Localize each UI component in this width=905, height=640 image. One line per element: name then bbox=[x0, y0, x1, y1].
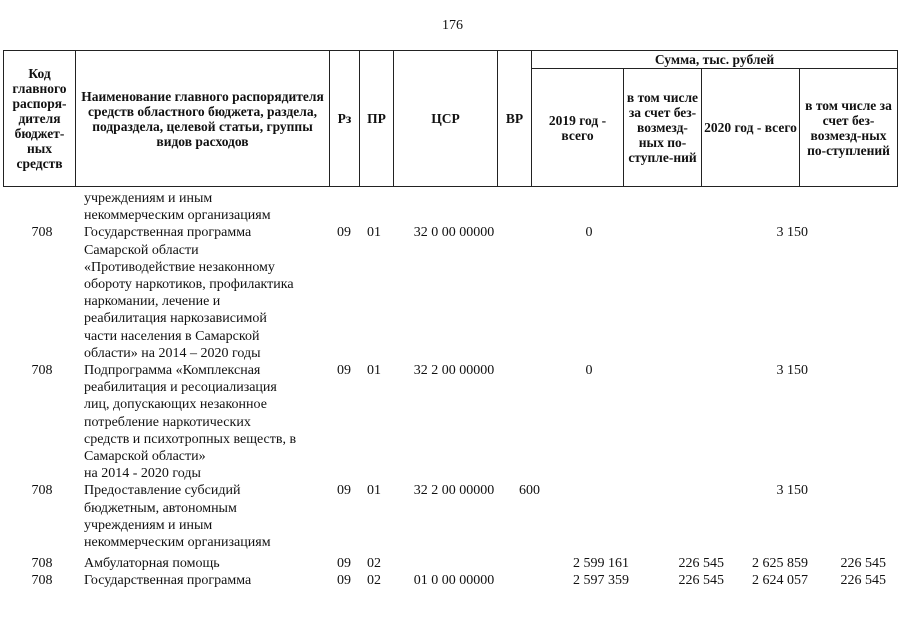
header-rz: Рз bbox=[330, 51, 360, 187]
row-2020-total: 3 150 bbox=[776, 225, 808, 241]
row-code: 708 bbox=[31, 363, 53, 379]
row-2020-total: 2 624 057 bbox=[752, 573, 808, 589]
row-pr: 01 bbox=[367, 363, 381, 379]
row-2020-total: 3 150 bbox=[776, 483, 808, 499]
header-csr: ЦСР bbox=[394, 51, 498, 187]
row-2020-free: 226 545 bbox=[840, 556, 886, 572]
row-name: учреждениям и иным некоммерческим организациям bbox=[84, 191, 271, 224]
row-csr: 32 2 00 00000 bbox=[413, 363, 495, 379]
header-2020-free: в том числе за счет без-возмезд-ных по-ступлений bbox=[800, 69, 898, 187]
row-rz: 09 bbox=[337, 483, 351, 499]
row-pr: 01 bbox=[367, 225, 381, 241]
header-name: Наименование главного распорядителя средств областного бюджета, раздела, подраздела, целевой статьи, группы видов расходов bbox=[76, 51, 330, 187]
header-sum: Сумма, тыс. рублей bbox=[532, 51, 898, 69]
row-2019-total: 0 bbox=[585, 225, 593, 241]
table-row bbox=[0, 572, 905, 589]
row-csr: 32 2 00 00000 bbox=[413, 483, 495, 499]
row-2020-free: 226 545 bbox=[840, 573, 886, 589]
row-vr: 600 bbox=[519, 483, 540, 499]
row-rz: 09 bbox=[337, 573, 351, 589]
header-vr: ВР bbox=[498, 51, 532, 187]
header-2019-free: в том числе за счет без-возмезд-ных по-ступле-ний bbox=[624, 69, 702, 187]
row-rz: 09 bbox=[337, 225, 351, 241]
row-code: 708 bbox=[31, 556, 53, 572]
row-2019-total: 2 597 359 bbox=[573, 573, 629, 589]
table-body bbox=[0, 190, 905, 590]
page-number: 176 bbox=[442, 18, 463, 33]
row-pr: 01 bbox=[367, 483, 381, 499]
header-pr: ПР bbox=[360, 51, 394, 187]
header-code: Код главного распоря-дителя бюджет-ных средств bbox=[4, 51, 76, 187]
row-2019-free: 226 545 bbox=[678, 556, 724, 572]
table-row bbox=[0, 224, 905, 362]
row-rz: 09 bbox=[337, 556, 351, 572]
row-2019-free: 226 545 bbox=[678, 573, 724, 589]
row-2019-total: 2 599 161 bbox=[573, 556, 629, 572]
row-name: Государственная программа Самарской области «Противодействие незаконному обороту наркотиков, профилактика наркомании, лечение и реабилитация наркозависимой части населения в Самарской области» на 2014 – 2020 годы bbox=[84, 225, 294, 361]
row-code: 708 bbox=[31, 483, 53, 499]
header-2019-total: 2019 год - всего bbox=[532, 69, 624, 187]
row-csr: 32 0 00 00000 bbox=[413, 225, 495, 241]
row-name: Государственная программа bbox=[84, 573, 252, 589]
table-row bbox=[0, 190, 905, 224]
row-name: Амбулаторная помощь bbox=[84, 556, 220, 572]
table-header bbox=[3, 50, 898, 187]
row-csr: 01 0 00 00000 bbox=[413, 573, 495, 589]
row-rz: 09 bbox=[337, 363, 351, 379]
row-name: Подпрограмма «Комплексная реабилитация и ресоциализация лиц, допускающих незаконное потребление наркотических средств и психотропных веществ, в Самарской области» на 2014 - 2020 годы bbox=[84, 363, 297, 482]
table-row bbox=[0, 362, 905, 482]
row-2019-total: 0 bbox=[585, 363, 593, 379]
table-row bbox=[0, 482, 905, 551]
row-name: Предоставление субсидий бюджетным, автономным учреждениям и иным некоммерческим организациям bbox=[84, 483, 271, 551]
row-pr: 02 bbox=[367, 556, 381, 572]
row-2020-total: 2 625 859 bbox=[752, 556, 808, 572]
header-2020-total: 2020 год - всего bbox=[702, 69, 800, 187]
row-code: 708 bbox=[31, 225, 53, 241]
row-pr: 02 bbox=[367, 573, 381, 589]
table-row bbox=[0, 555, 905, 572]
row-2020-total: 3 150 bbox=[776, 363, 808, 379]
row-code: 708 bbox=[31, 573, 53, 589]
